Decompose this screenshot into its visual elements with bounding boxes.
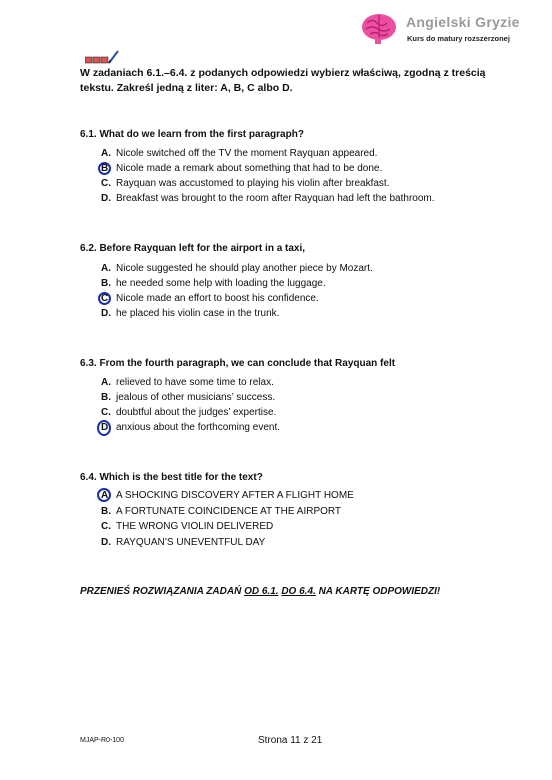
- option-6-2-d[interactable]: [101, 308, 279, 319]
- brand-subtitle: Kurs do matury rozszerzonej: [407, 34, 510, 43]
- writing-task-icon: [85, 50, 119, 66]
- transfer-range-to: DO 6.4.: [281, 586, 316, 597]
- option-letter: B.: [101, 392, 111, 403]
- option-text: he placed his violin case in the trunk.: [116, 308, 280, 319]
- option-6-2-b[interactable]: [101, 278, 326, 289]
- option-6-1-a[interactable]: [101, 148, 377, 159]
- option-letter: D.: [101, 193, 111, 204]
- option-6-1-d[interactable]: [101, 193, 435, 204]
- answer-circle-6-4: [97, 488, 111, 502]
- option-letter: A.: [101, 263, 111, 274]
- option-text: anxious about the forthcoming event.: [116, 422, 280, 433]
- option-letter: B.: [101, 163, 111, 174]
- option-6-4-d[interactable]: [101, 537, 265, 548]
- task-instruction: W zadaniach 6.1.–6.4. z podanych odpowiedzi wybierz właściwą, zgodną z treścią tekstu. Zakreśl jedną z liter: A, B, C albo D.: [80, 67, 486, 94]
- option-text: doubtful about the judges’ expertise.: [116, 407, 277, 418]
- option-letter: D.: [101, 422, 111, 433]
- option-6-3-c[interactable]: [101, 407, 276, 418]
- option-letter: B.: [101, 506, 111, 517]
- question-6-2-title: 6.2. Before Rayquan left for the airport in a taxi,: [80, 243, 306, 254]
- option-6-3-d[interactable]: [101, 422, 280, 433]
- option-letter: A.: [101, 377, 111, 388]
- exam-code: MJAP-R0-100: [80, 737, 124, 744]
- option-6-4-b[interactable]: [101, 506, 341, 517]
- option-text: A SHOCKING DISCOVERY AFTER A FLIGHT HOME: [116, 490, 354, 501]
- option-letter: D.: [101, 537, 111, 548]
- transfer-pre: PRZENIEŚ ROZWIĄZANIA ZADAŃ: [80, 586, 245, 597]
- option-text: Rayquan was accustomed to playing his violin after breakfast.: [116, 178, 390, 189]
- answer-circle-6-2: [98, 292, 111, 305]
- question-6-4-title: 6.4. Which is the best title for the text?: [80, 472, 263, 483]
- option-text: Breakfast was brought to the room after Rayquan had left the bathroom.: [116, 193, 435, 204]
- transfer-answers-note: [80, 586, 440, 597]
- option-letter: C.: [101, 407, 111, 418]
- option-text: RAYQUAN’S UNEVENTFUL DAY: [116, 537, 266, 548]
- option-letter: C.: [101, 178, 111, 189]
- option-6-3-a[interactable]: [101, 377, 274, 388]
- brain-icon: [360, 12, 398, 46]
- page-number: Strona 11 z 21: [258, 735, 323, 746]
- option-letter: A.: [101, 148, 111, 159]
- option-text: he needed some help with loading the luggage.: [116, 278, 326, 289]
- option-text: Nicole suggested he should play another piece by Mozart.: [116, 263, 373, 274]
- option-6-1-b[interactable]: [101, 163, 382, 174]
- option-text: A FORTUNATE COINCIDENCE AT THE AIRPORT: [116, 506, 342, 517]
- option-letter: C.: [101, 293, 111, 304]
- option-6-4-c[interactable]: [101, 521, 273, 532]
- option-letter: B.: [101, 278, 111, 289]
- option-text: Nicole made an effort to boost his confidence.: [116, 293, 319, 304]
- brand-title: Angielski Gryzie: [406, 14, 520, 30]
- option-6-2-a[interactable]: [101, 263, 373, 274]
- option-6-1-c[interactable]: [101, 178, 389, 189]
- option-text: Nicole switched off the TV the moment Rayquan appeared.: [116, 148, 378, 159]
- answer-circle-6-1: [98, 162, 111, 175]
- option-text: relieved to have some time to relax.: [116, 377, 274, 388]
- option-6-3-b[interactable]: [101, 392, 275, 403]
- question-6-3-title: 6.3. From the fourth paragraph, we can conclude that Rayquan felt: [80, 358, 396, 369]
- option-text: jealous of other musicians’ success.: [116, 392, 276, 403]
- option-letter: A.: [101, 490, 111, 501]
- question-6-1-title: 6.1. What do we learn from the first paragraph?: [80, 129, 304, 140]
- transfer-post: NA KARTĘ ODPOWIEDZI!: [315, 586, 441, 597]
- option-letter: D.: [101, 308, 111, 319]
- option-text: THE WRONG VIOLIN DELIVERED: [116, 521, 274, 532]
- transfer-range-from: OD 6.1.: [244, 586, 279, 597]
- option-6-2-c[interactable]: [101, 293, 319, 304]
- option-letter: C.: [101, 521, 111, 532]
- answer-circle-6-3: [97, 420, 111, 436]
- option-text: Nicole made a remark about something that had to be done.: [116, 163, 383, 174]
- option-6-4-a[interactable]: [101, 490, 354, 501]
- brand-logo: [360, 12, 540, 52]
